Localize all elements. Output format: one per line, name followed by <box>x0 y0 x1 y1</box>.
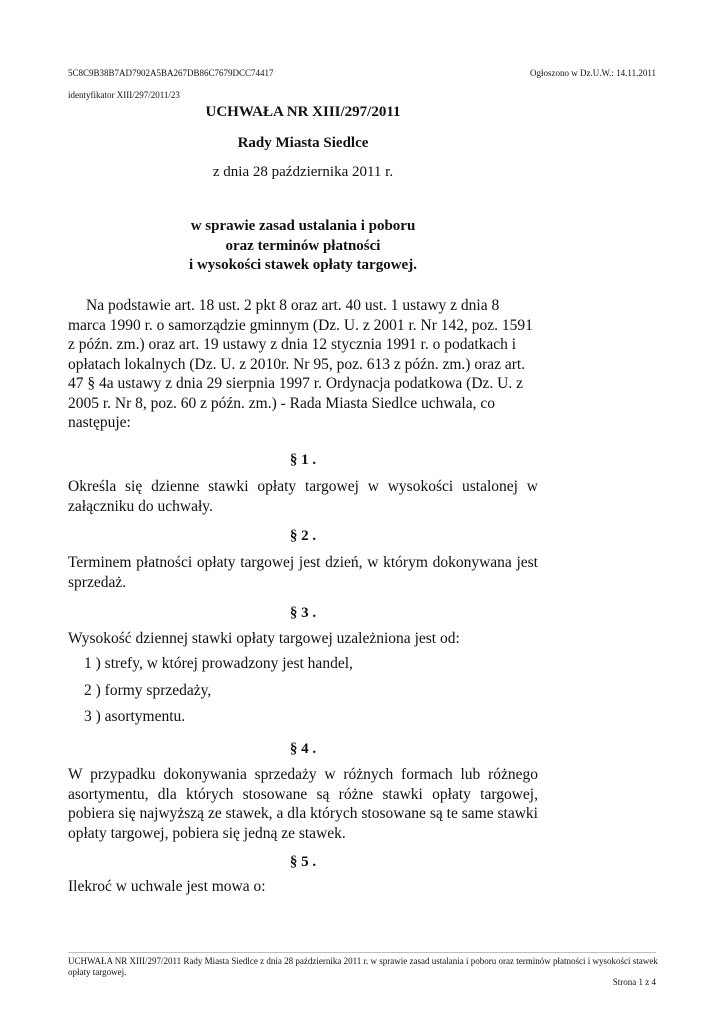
document-hash: 5C8C9B38B7AD7902A5BA267DB86C7679DCC74417 <box>68 68 274 78</box>
section-3-heading: § 3 . <box>289 605 317 621</box>
section-4-heading: § 4 . <box>289 741 317 757</box>
section-3-text: Wysokość dziennej stawki opłaty targowej uzależniona jest od: <box>68 630 460 647</box>
section-1-heading: § 1 . <box>289 452 317 468</box>
section-5-heading: § 5 . <box>289 854 317 870</box>
list-item: 1 ) strefy, w której prowadzony jest handel, <box>84 655 353 672</box>
preamble: Na podstawie art. 18 ust. 2 pkt 8 oraz art. 40 ust. 1 ustawy z dnia 8 marca 1990 r. o samorządzie gminnym (Dz. U. z 2001 r. Nr 142, poz. 1591 z późn. zm.) oraz art. 19 ustawy z dnia 12 stycznia 1991 r. o podatkach i opłatach lokalnych (Dz. U. z 2010r. Nr 95, poz. 613 z późn. zm.) oraz art. 47 § 4a ustawy z dnia 29 sierpnia 1997 r. Ordynacja podatkowa (Dz. U. z 2005 r. Nr 8, poz. 60 z późn. zm.) - Rada Miasta Siedlce uchwala, co następuje: <box>68 297 533 431</box>
subject-line: w sprawie zasad ustalania i poboru <box>190 218 416 234</box>
section-2-heading: § 2 . <box>289 528 317 544</box>
list-item: 3 ) asortymentu. <box>84 708 186 725</box>
page-number: Strona 1 z 4 <box>612 977 656 987</box>
subject-line: oraz terminów płatności <box>225 237 381 254</box>
section-1-text: Określa się dzienne stawki opłaty targowej w wysokości ustalonej w załączniku do uchwały. <box>68 478 538 515</box>
list-item: 2 ) formy sprzedaży, <box>84 681 212 699</box>
section-2-text: Terminem płatności opłaty targowej jest dzień, w którym dokonywana jest sprzedaż. <box>68 554 538 591</box>
subject-line: i wysokości stawek opłaty targowej. <box>189 257 417 273</box>
footer-text: UCHWAŁA NR XIII/297/2011 Rady Miasta Siedlce z dnia 28 października 2011 r. w sprawie zasad ustalania i poboru oraz terminów płatności i wysokości stawek opłaty targowej. <box>68 956 658 977</box>
section-5-text: Ilekroć w uchwale jest mowa o: <box>68 878 266 895</box>
resolution-date: z dnia 28 października 2011 r. <box>212 164 394 180</box>
footer-divider <box>68 952 656 953</box>
section-3-list <box>84 655 353 735</box>
resolution-number: UCHWAŁA NR XIII/297/2011 <box>205 104 401 120</box>
document-identifier: identyfikator XIII/297/2011/23 <box>68 90 180 100</box>
section-4-text: W przypadku dokonywania sprzedaży w różnych formach lub różnego asortymentu, dla których stosowane są różne stawki opłaty targowej, pobiera się najwyższą ze stawek, a dla których stosowane są te same stawki opłaty targowej, pobiera się jedną ze stawek. <box>68 766 538 842</box>
resolution-subject <box>68 217 538 276</box>
publication-date: Ogłoszono w Dz.U.W.: 14.11.2011 <box>530 68 656 78</box>
council-name: Rady Miasta Siedlce <box>237 135 369 151</box>
